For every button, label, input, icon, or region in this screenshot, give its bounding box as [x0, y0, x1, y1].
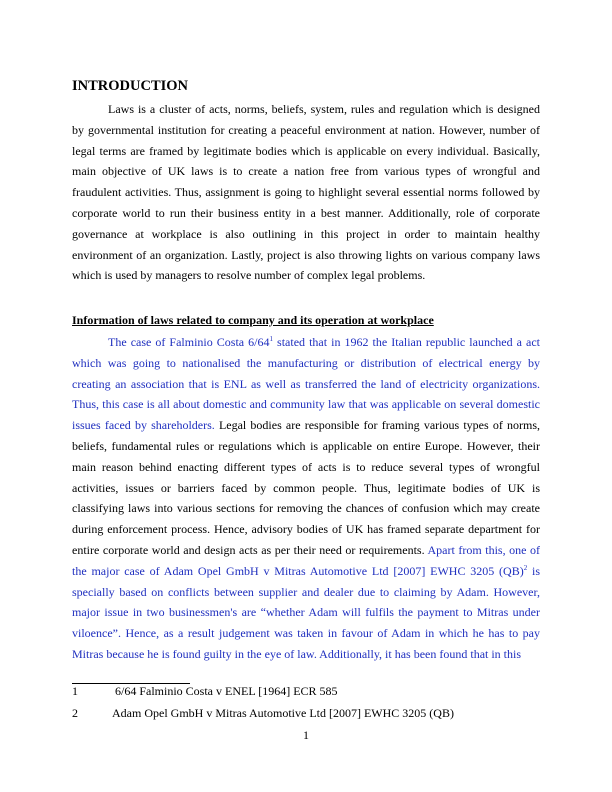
intro-paragraph-text: Laws is a cluster of acts, norms, beliefs, system, rules and regulation which is designed by governmental institution for creating a peaceful environment at nation. However, number of legal terms are framed by legitimate bodies which is applicable on every individual. Basically, main objective of UK laws is to create a nation free from various types of wrongful and fraudulent activities. Thus, assignment is going to highlight several essential norms followed by corporate world to run their business entity in a best manner. Additionally, role of corporate governance at workplace is also outlining in this project in order to maintain healthy environment of an organization. Lastly, project is also throwing lights on various company laws which is used by managers to resolve number of complex legal problems. [72, 102, 540, 283]
footnote-1-number: 1 [72, 684, 78, 698]
footnote-2 [72, 706, 454, 721]
footnote-ref-2[interactable]: 2 [523, 563, 528, 572]
costa-case-text: The case of Falminio Costa 6/64 [108, 335, 270, 349]
footnote-1 [72, 684, 338, 699]
introduction-heading: INTRODUCTION [72, 78, 189, 94]
footnote-2-number: 2 [72, 706, 78, 720]
section-paragraph [72, 332, 540, 665]
opel-case-text-cont: is specially based on conflicts between supplier and dealer due to claiming by Adam. However, major issue in two businessmen's are “whether Adam will fulfils the payment to Mitras under viloence”. Hence, as a result judgement was taken in favour of Adam in which he has to pay Mitras because he is found guilty in the eye of law. Additionally, it has been found that in this [72, 563, 540, 661]
intro-paragraph [72, 99, 540, 286]
footnote-2-text: Adam Opel GmbH v Mitras Automotive Ltd [2007] EWHC 3205 (QB) [112, 706, 454, 720]
legal-bodies-text: Legal bodies are responsible for framing various types of norms, beliefs, fundamental rules or regulations which is applicable on entire Europe. However, their main reason behind enacting different types of acts is to reduce several types of wrongful activities, issues or barriers faced by common people. Thus, legitimate bodies of UK is classifying laws into various sections for removing the chances of confusion which may create during enforcement process. Hence, advisory bodies of UK has framed separate department for entire corporate world and design acts as per their need or requirements. [72, 418, 540, 557]
costa-case-text-cont: stated that in 1962 the Italian republic launched a act which was going to nationalised the manufacturing or distribution of electrical energy by creating an association that is ENL as well as transferred the land of electricity organizations. Thus, this case is all about domestic and community law that was applicable on several domestic issues faced by shareholders. [72, 335, 540, 433]
opel-case-text: Apart from this, one of the major case of Adam Opel GmbH v Mitras Automotive Ltd [2007] EWHC 3205 (QB) [72, 542, 540, 578]
footnote-1-text: 6/64 Falminio Costa v ENEL [1964] ECR 585 [112, 684, 338, 698]
section-heading: Information of laws related to company and its operation at workplace [72, 313, 434, 327]
page-number: 1 [303, 728, 309, 742]
footnote-ref-1[interactable]: 1 [269, 335, 274, 343]
